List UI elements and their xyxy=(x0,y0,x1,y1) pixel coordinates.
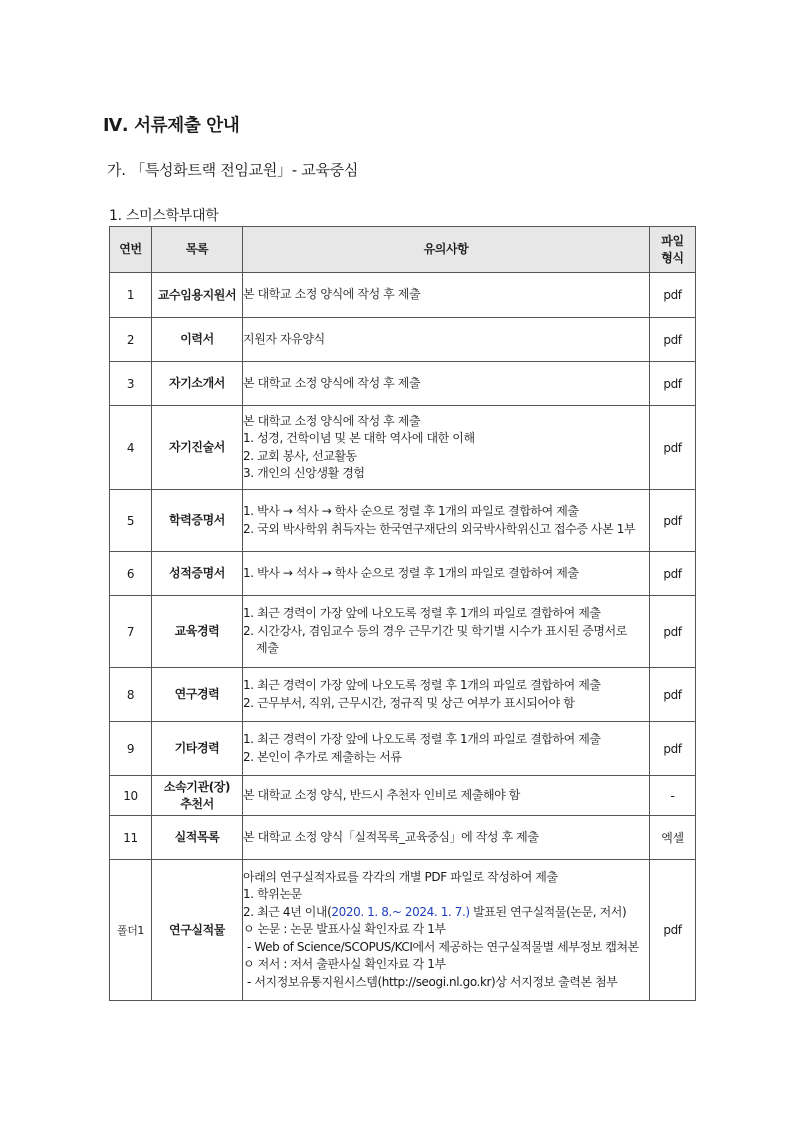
row-format: pdf xyxy=(650,668,696,722)
note-line: 2. 교회 봉사, 선교활동 xyxy=(243,448,357,463)
row-format: pdf xyxy=(650,318,696,362)
row-notes xyxy=(243,860,650,1001)
note-line: 본 대학교 소정 양식에 작성 후 제출 xyxy=(243,287,421,302)
row-notes xyxy=(243,273,650,318)
note-line: 본 대학교 소정 양식「실적목록_교육중심」에 작성 후 제출 xyxy=(243,829,539,844)
note-line: 1. 박사 → 석사 → 학사 순으로 정렬 후 1개의 파일로 결합하여 제출 xyxy=(243,565,579,580)
row-no: 폴더1 xyxy=(110,860,152,1001)
note-line: - Web of Science/SCOPUS/KCI에서 제공하는 연구실적물별 세부정보 캡쳐본 xyxy=(247,939,639,954)
row-no: 10 xyxy=(110,776,152,816)
table-row xyxy=(110,776,696,816)
note-line: 2. 시간강사, 겸임교수 등의 경우 근무기간 및 학기별 시수가 표시된 증명서로 xyxy=(243,623,627,638)
row-name: 연구경력 xyxy=(152,668,243,722)
table-row xyxy=(110,668,696,722)
row-name-line1: 소속기관(장) xyxy=(163,779,231,794)
row-format: pdf xyxy=(650,860,696,1001)
row-notes xyxy=(243,552,650,596)
row-no: 5 xyxy=(110,490,152,552)
row-name: 실적목록 xyxy=(152,816,243,860)
note-line: 1. 최근 경력이 가장 앞에 나오도록 정렬 후 1개의 파일로 결합하여 제출 xyxy=(243,678,601,693)
note-line: 1. 학위논문 xyxy=(243,887,302,902)
row-notes xyxy=(243,490,650,552)
header-format-line1: 파일 xyxy=(661,233,684,248)
note-line: 아래의 연구실적자료를 각각의 개별 PDF 파일로 작성하여 제출 xyxy=(243,870,558,885)
row-format: pdf xyxy=(650,722,696,776)
subsection-title: 가. 「특성화트랙 전임교원」- 교육중심 xyxy=(107,161,359,179)
row-no: 4 xyxy=(110,406,152,490)
note-line: - 서지정보유통지원시스템(http://seogi.nl.go.kr)상 서지정보 출력본 첨부 xyxy=(247,974,618,989)
row-no: 1 xyxy=(110,273,152,318)
row-notes xyxy=(243,362,650,406)
note-item2-suffix: 발표된 연구실적물(논문, 저서) xyxy=(469,904,627,919)
row-no: 3 xyxy=(110,362,152,406)
table-row xyxy=(110,362,696,406)
note-line: 1. 박사 → 석사 → 학사 순으로 정렬 후 1개의 파일로 결합하여 제출 xyxy=(243,504,579,519)
note-line: 본 대학교 소정 양식, 반드시 추천자 인비로 제출해야 함 xyxy=(243,787,520,802)
table-row xyxy=(110,722,696,776)
row-notes xyxy=(243,668,650,722)
note-line: 1. 성경, 건학이념 및 본 대학 역사에 대한 이해 xyxy=(243,431,475,446)
note-line: ㅇ 논문 : 논문 발표사실 확인자료 각 1부 xyxy=(243,922,446,937)
note-line: 3. 개인의 신앙생활 경험 xyxy=(243,465,365,480)
row-name: 연구실적물 xyxy=(152,860,243,1001)
note-line: 1. 최근 경력이 가장 앞에 나오도록 정렬 후 1개의 파일로 결합하여 제출 xyxy=(243,606,601,621)
row-no: 2 xyxy=(110,318,152,362)
note-line: 본 대학교 소정 양식에 작성 후 제출 xyxy=(243,413,421,428)
row-notes xyxy=(243,776,650,816)
row-no: 11 xyxy=(110,816,152,860)
table-row xyxy=(110,318,696,362)
row-format: pdf xyxy=(650,362,696,406)
header-notes: 유의사항 xyxy=(243,227,650,273)
row-format: pdf xyxy=(650,490,696,552)
row-name: 자기소개서 xyxy=(152,362,243,406)
note-line: 2. 근무부서, 직위, 근무시간, 정규직 및 상근 여부가 표시되어야 함 xyxy=(243,695,575,710)
section-title: Ⅳ. 서류제출 안내 xyxy=(103,116,240,136)
sub-subsection-title: 1. 스미스학부대학 xyxy=(109,208,219,224)
header-name: 목록 xyxy=(152,227,243,273)
row-no: 8 xyxy=(110,668,152,722)
note-line: ㅇ 저서 : 저서 출판사실 확인자료 각 1부 xyxy=(243,957,446,972)
table-row xyxy=(110,596,696,668)
row-notes xyxy=(243,406,650,490)
header-format-line2: 형식 xyxy=(661,250,684,265)
note-line: 제출 xyxy=(256,641,279,656)
row-format: pdf xyxy=(650,552,696,596)
row-format: pdf xyxy=(650,406,696,490)
row-no: 9 xyxy=(110,722,152,776)
table-row xyxy=(110,490,696,552)
row-format: 엑셀 xyxy=(650,816,696,860)
header-no: 연번 xyxy=(110,227,152,273)
note-line: 1. 최근 경력이 가장 앞에 나오도록 정렬 후 1개의 파일로 결합하여 제출 xyxy=(243,732,601,747)
table-row xyxy=(110,406,696,490)
note-item2-prefix: 2. 최근 4년 이내( xyxy=(243,904,332,919)
row-no: 6 xyxy=(110,552,152,596)
row-format: pdf xyxy=(650,273,696,318)
table-header-row xyxy=(110,227,696,273)
row-notes xyxy=(243,816,650,860)
note-line: 지원자 자유양식 xyxy=(243,331,325,346)
note-line: 2. 본인이 추가로 제출하는 서류 xyxy=(243,749,402,764)
row-format: - xyxy=(650,776,696,816)
note-line xyxy=(243,904,649,921)
row-name-line2: 추천서 xyxy=(180,796,214,811)
row-format: pdf xyxy=(650,596,696,668)
documents-table xyxy=(109,226,696,1001)
table-row xyxy=(110,816,696,860)
row-no: 7 xyxy=(110,596,152,668)
table-row xyxy=(110,860,696,1001)
row-name: 학력증명서 xyxy=(152,490,243,552)
row-name: 기타경력 xyxy=(152,722,243,776)
table-row xyxy=(110,552,696,596)
row-notes xyxy=(243,318,650,362)
row-notes xyxy=(243,722,650,776)
header-format xyxy=(650,227,696,273)
row-name: 이력서 xyxy=(152,318,243,362)
row-name: 교육경력 xyxy=(152,596,243,668)
note-line: 본 대학교 소정 양식에 작성 후 제출 xyxy=(243,375,421,390)
row-name: 자기진술서 xyxy=(152,406,243,490)
note-item2-period: 2020. 1. 8.~ 2024. 1. 7.) xyxy=(331,904,470,919)
table-row xyxy=(110,273,696,318)
row-name: 교수임용지원서 xyxy=(152,273,243,318)
row-name: 성적증명서 xyxy=(152,552,243,596)
row-notes xyxy=(243,596,650,668)
note-line: 2. 국외 박사학위 취득자는 한국연구재단의 외국박사학위신고 접수증 사본 1부 xyxy=(243,521,636,536)
row-name xyxy=(152,776,243,816)
